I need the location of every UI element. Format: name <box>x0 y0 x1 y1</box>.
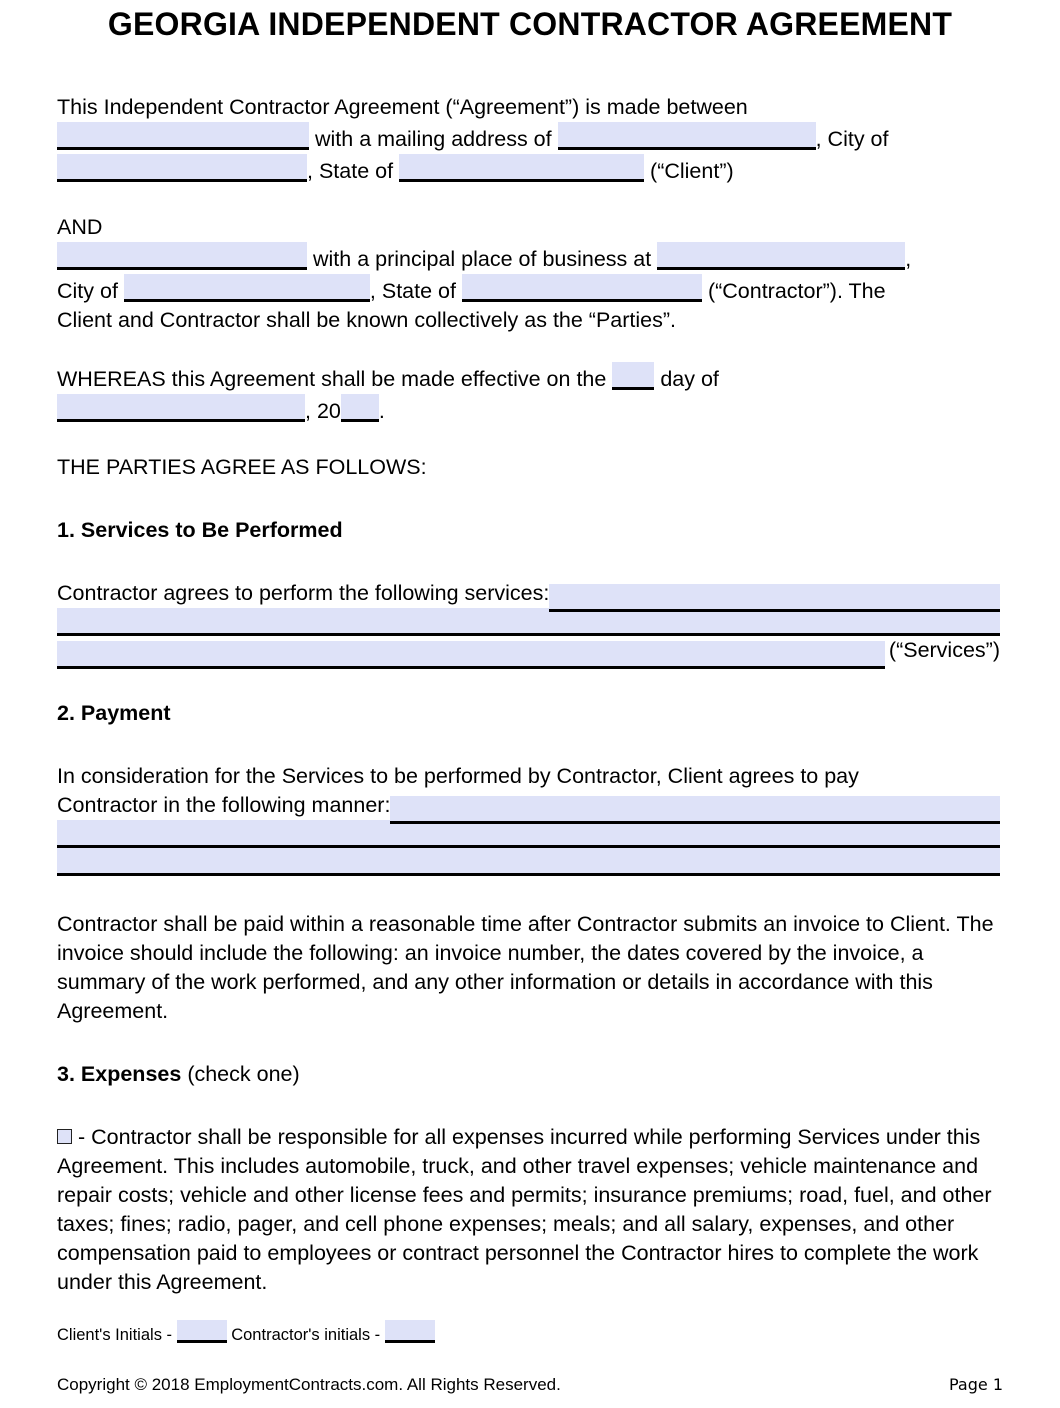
contractor-comma: , <box>905 247 912 271</box>
spacer <box>57 426 1000 453</box>
page-title: GEORGIA INDEPENDENT CONTRACTOR AGREEMENT <box>107 6 953 42</box>
parties-line: Client and Contractor shall be known collectively as the “Parties”. <box>57 308 677 332</box>
spacer <box>57 186 1000 213</box>
contractor-initials-label: Contractor's initials - <box>231 1326 381 1344</box>
expenses-option-1-text: Contractor shall be responsible for all expenses incurred while performing Services under this Agreement. This includes automobile, truck, and other travel expenses; vehicle maintenance and repair costs; vehicle and other license fees and permits; insurance premiums; road, fuel, and other taxes; fines; radio, pager, and cell phone expenses; meals; and all salary, expenses, and other compensation paid to employees or contract personnel the Contractor hires to complete the work under this Agreement. <box>57 1125 992 1294</box>
spacer <box>57 545 1000 579</box>
mailing-address-label: with a mailing address of <box>314 127 552 151</box>
services-defined-term: (“Services”) <box>888 638 1000 662</box>
effective-day-field[interactable] <box>612 362 654 390</box>
section-3-instruction: (check one) <box>187 1062 300 1086</box>
payment-field-line-3[interactable] <box>57 848 1000 876</box>
client-state-label: , State of <box>307 159 394 183</box>
section-2-number: 2. <box>57 701 75 725</box>
contractor-initials-field[interactable] <box>385 1320 435 1343</box>
payment-lead-in: Contractor in the following manner: <box>57 793 391 817</box>
services-line-3 <box>57 636 1000 665</box>
contractor-designation-label: (“Contractor”). The <box>707 279 886 303</box>
section-2-title: Payment <box>80 701 171 725</box>
whereas-line-1: WHEREAS this Agreement shall be made effective on the <box>57 367 607 391</box>
whereas-period: . <box>378 399 385 423</box>
intro-paragraph <box>57 93 1000 186</box>
section-3-heading <box>57 1060 1000 1089</box>
services-field-line-2[interactable] <box>57 608 1000 636</box>
intro-line-1: This Independent Contractor Agreement (“Agreement”) is made between <box>57 95 748 119</box>
section-1-number: 1. <box>57 518 75 542</box>
spacer <box>57 44 1000 93</box>
client-city-field[interactable] <box>57 154 307 182</box>
section-3-number: 3. <box>57 1062 75 1086</box>
spacer <box>57 335 1000 362</box>
services-field-line-3[interactable] <box>57 641 885 669</box>
section-1-heading <box>57 516 1000 545</box>
effective-month-field[interactable] <box>57 394 305 422</box>
services-lead-in: Contractor agrees to perform the following services: <box>57 581 550 605</box>
business-address-label: with a principal place of business at <box>312 247 652 271</box>
effective-year-field[interactable] <box>341 394 379 422</box>
spacer <box>57 876 1000 910</box>
parties-agree-line: THE PARTIES AGREE AS FOLLOWS: <box>57 455 427 479</box>
footer-page-number: Page 1 <box>949 1375 1003 1394</box>
spacer <box>57 1089 1000 1123</box>
payment-line-1 <box>57 791 1000 820</box>
payment-field-line-2[interactable] <box>57 820 1000 848</box>
expenses-option-1-checkbox[interactable] <box>57 1129 72 1144</box>
section-3-title: Expenses <box>80 1062 182 1086</box>
client-initials-field[interactable] <box>177 1320 227 1343</box>
payment-invoice-paragraph: Contractor shall be paid within a reasonable time after Contractor submits an invoice to Client. The invoice should include the following: an invoice number, the dates covered by the invoice, a summary of the work performed, and any other information or details in accordance with this Agreement. <box>57 912 994 1023</box>
contractor-state-label: , State of <box>369 279 456 303</box>
document-body <box>0 44 1060 1297</box>
contractor-paragraph <box>57 213 1000 335</box>
day-of-label: day of <box>660 367 719 391</box>
contractor-business-address-field[interactable] <box>657 242 905 270</box>
client-city-label: , City of <box>815 127 889 151</box>
client-name-field[interactable] <box>57 122 309 150</box>
payment-consideration-line: In consideration for the Services to be performed by Contractor, Client agrees to pay <box>57 764 859 788</box>
client-initials-label: Client's Initials - <box>57 1326 173 1344</box>
services-field-line-1[interactable] <box>549 584 1000 612</box>
contractor-city-field[interactable] <box>124 274 370 302</box>
payment-lead-paragraph <box>57 762 1000 791</box>
contractor-state-field[interactable] <box>462 274 702 302</box>
expenses-option-1-dash: - <box>77 1125 86 1149</box>
client-state-field[interactable] <box>399 154 644 182</box>
services-line-1 <box>57 579 1000 608</box>
client-designation-label: (“Client”) <box>650 159 734 183</box>
section-1-title: Services to Be Performed <box>80 518 343 542</box>
whereas-paragraph <box>57 362 1000 426</box>
spacer <box>57 1026 1000 1060</box>
spacer <box>57 665 1000 699</box>
footer-initials-row <box>57 1320 435 1346</box>
client-mailing-address-field[interactable] <box>558 122 816 150</box>
year-prefix-label: , 20 <box>305 399 341 423</box>
spacer <box>57 482 1000 516</box>
contractor-name-field[interactable] <box>57 242 307 270</box>
and-label: AND <box>57 215 103 239</box>
payment-field-line-1[interactable] <box>390 796 1000 824</box>
expenses-option-1 <box>57 1123 1000 1297</box>
footer-copyright: Copyright © 2018 EmploymentContracts.com. All Rights Reserved. <box>57 1375 561 1394</box>
section-2-heading <box>57 699 1000 728</box>
spacer <box>57 728 1000 762</box>
contractor-city-label: City of <box>57 279 118 303</box>
